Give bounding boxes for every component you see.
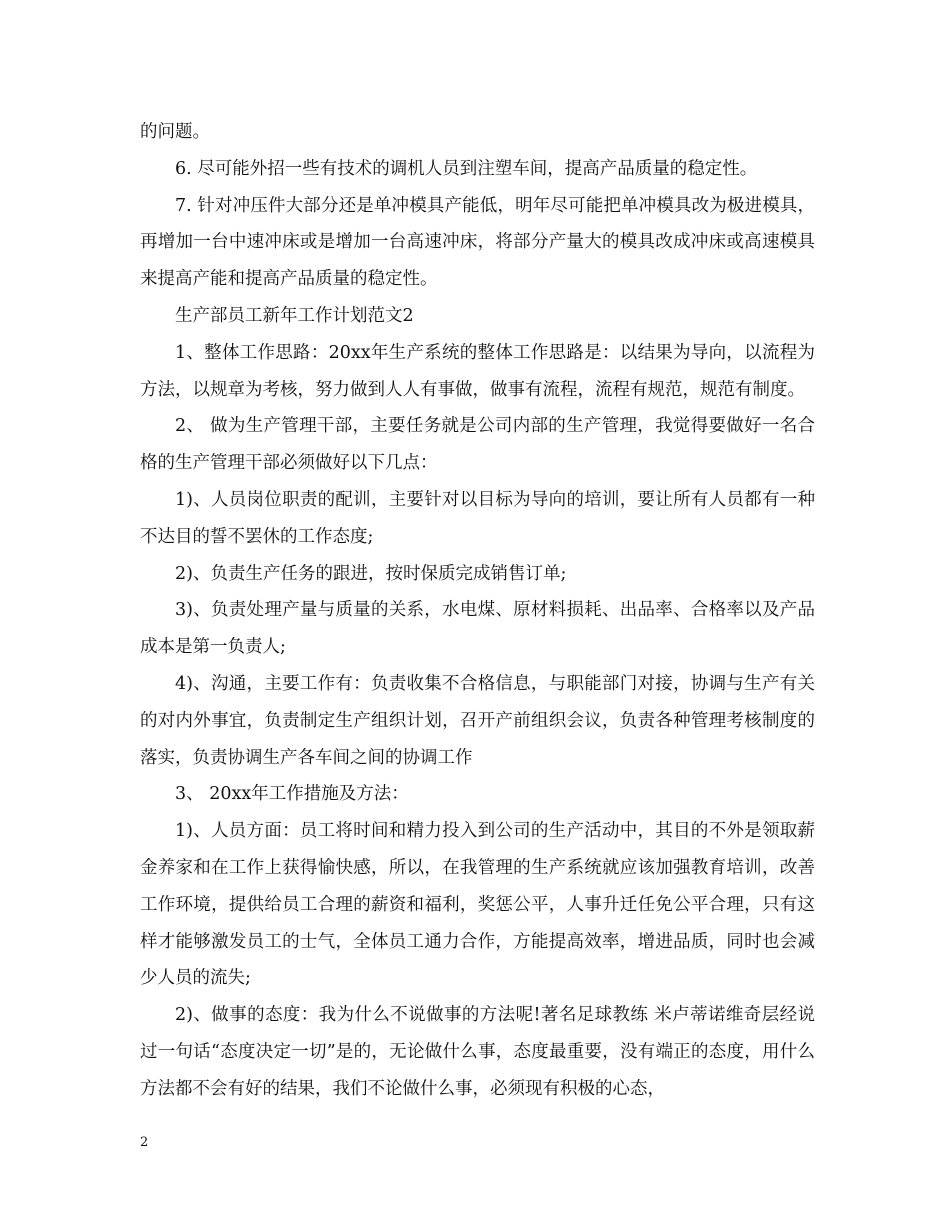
paragraph-measures-heading: 3、 20xx年工作措施及方法： <box>175 784 409 805</box>
paragraph-subitem-attitude: 2)、做事的态度：我为什么不说做事的方法呢!著名足球教练 米卢蒂诺维奇层经说过一句话“态度决定一切”是的，无论做什么事，态度最重要，没有端正的态度，用什么方法都不会有好的结果，我们不论做什么事，必须现有积极的心态， <box>140 1005 815 1099</box>
paragraph-item-6: 6. 尽可能外招一些有技术的调机人员到注塑车间，提高产品质量的稳定性。 <box>175 158 758 179</box>
paragraph-management-role: 2、 做为生产管理干部，主要任务就是公司内部的生产管理，我觉得要做好一名合格的生产管理干部必须做好以下几点： <box>140 416 815 474</box>
paragraph-item-7: 7. 针对冲压件大部分还是单冲模具产能低，明年尽可能把单冲模具改为极进模具，再增加一台中速冲床或是增加一台高速冲床，将部分产量大的模具改成冲床或高速模具来提高产能和提高产品质量的稳定性。 <box>140 195 815 290</box>
paragraph-overall-approach: 1、整体工作思路：20xx年生产系统的整体工作思路是：以结果为导向，以流程为方法，以规章为考核，努力做到人人有事做，做事有流程，流程有规范，规范有制度。 <box>140 342 815 400</box>
document-body <box>140 114 815 1108</box>
paragraph-continuation: 的问题。 <box>140 122 210 142</box>
paragraph-subitem-tasks: 2)、负责生产任务的跟进，按时保质完成销售订单; <box>175 563 567 584</box>
paragraph-subitem-quality: 3)、负责处理产量与质量的关系，水电煤、原材料损耗、出品率、合格率以及产品成本是第一负责人; <box>140 600 815 658</box>
page-number: 2 <box>140 1135 149 1150</box>
paragraph-subitem-training: 1)、人员岗位职责的配训，主要针对以目标为导向的培训，要让所有人员都有一种不达目的誓不罢休的工作态度; <box>140 489 815 547</box>
paragraph-subitem-personnel: 1)、人员方面：员工将时间和精力投入到公司的生产活动中，其目的不外是领取薪金养家和在工作上获得愉快感，所以，在我管理的生产系统就应该加强教育培训，改善工作环境，提供给员工合理的薪资和福利，奖惩公平，人事升迁任免公平合理，只有这样才能够激发员工的士气，全体员工通力合作，方能提高效率，增进品质，同时也会减少人员的流失; <box>140 821 815 989</box>
section-heading: 生产部员工新年工作计划范文2 <box>175 305 414 326</box>
paragraph-subitem-communication: 4)、沟通，主要工作有：负责收集不合格信息，与职能部门对接，协调与生产有关的对内外事宜，负责制定生产组织计划，召开产前组织会议，负责各种管理考核制度的落实，负责协调生产各车间之间的协调工作 <box>140 673 815 768</box>
